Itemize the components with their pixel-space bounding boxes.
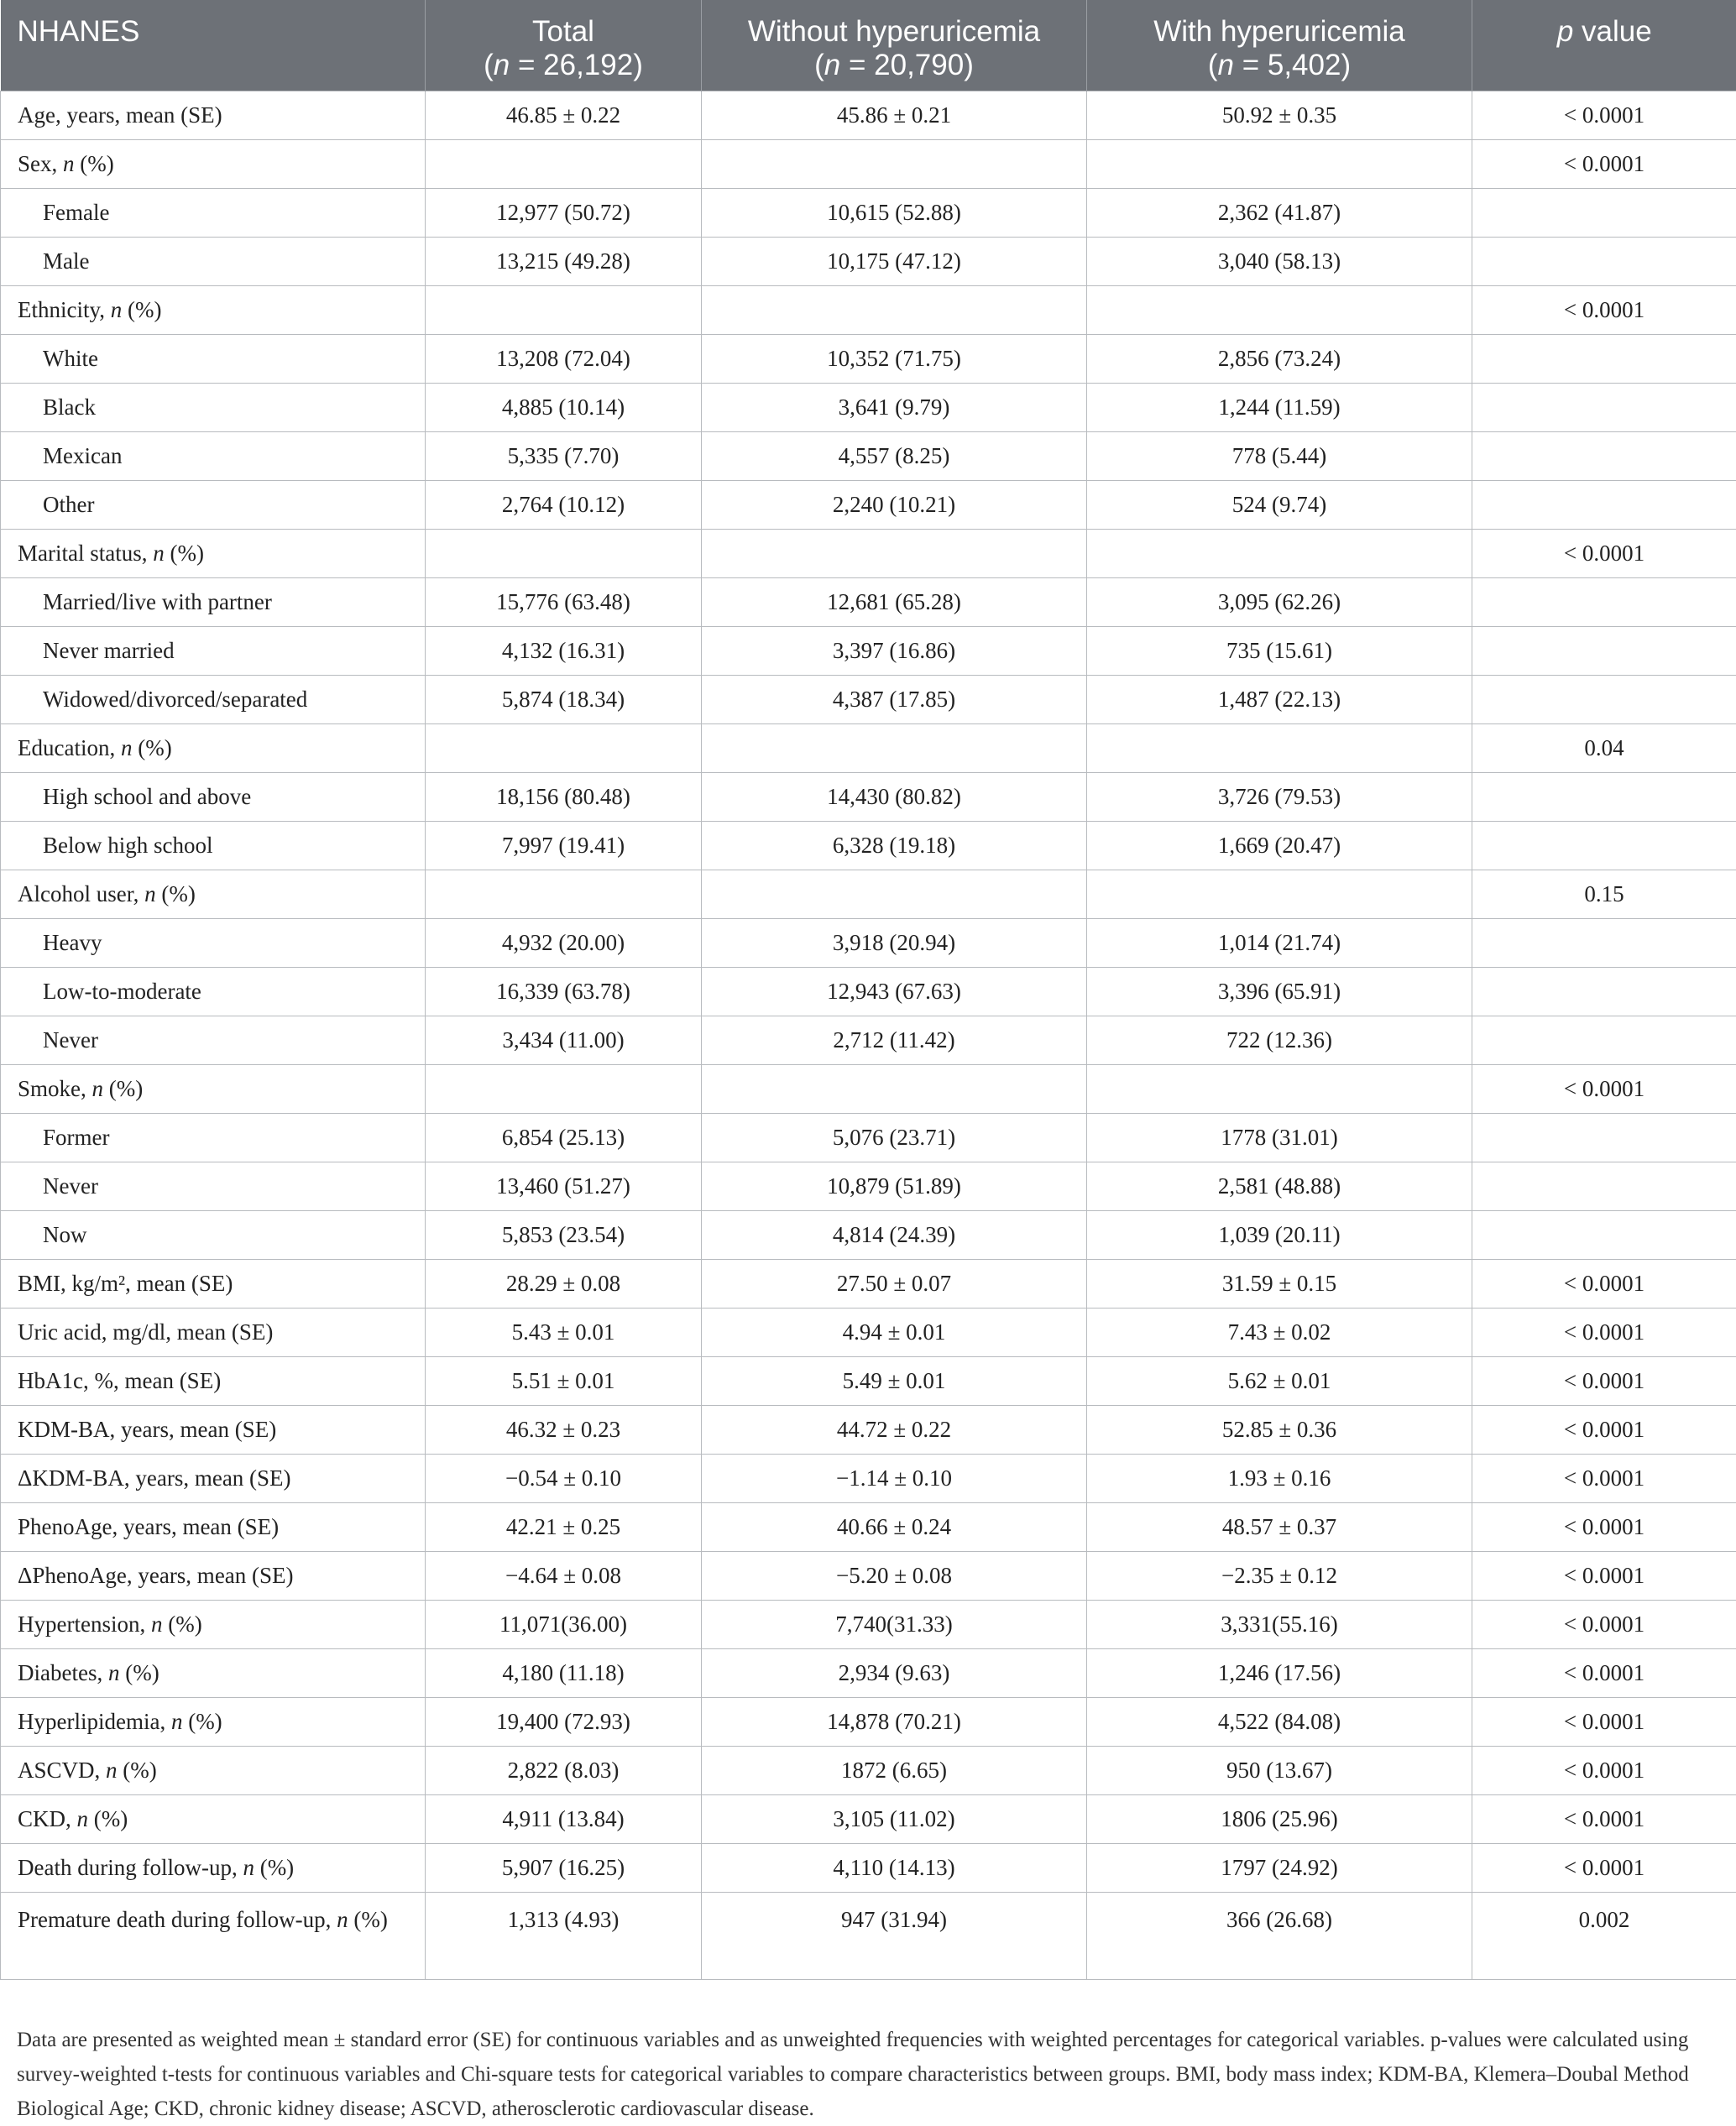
table-row — [1, 1893, 1736, 1980]
cell-without-hyperuricemia: 3,918 (20.94) — [702, 919, 1087, 968]
table-row — [1, 919, 1736, 968]
cell-without-hyperuricemia: 27.50 ± 0.07 — [702, 1260, 1087, 1309]
cell-with-hyperuricemia: 366 (26.68) — [1087, 1893, 1472, 1980]
row-label: Hyperlipidemia, n (%) — [1, 1698, 426, 1747]
cell-without-hyperuricemia — [702, 724, 1087, 773]
cell-without-hyperuricemia: −1.14 ± 0.10 — [702, 1455, 1087, 1503]
table-row — [1, 627, 1736, 676]
cell-total: 6,854 (25.13) — [426, 1114, 702, 1162]
cell-with-hyperuricemia: 950 (13.67) — [1087, 1747, 1472, 1795]
cell-p-value: < 0.0001 — [1472, 1601, 1736, 1649]
table-row — [1, 676, 1736, 724]
cell-p-value: < 0.0001 — [1472, 1503, 1736, 1552]
cell-p-value — [1472, 919, 1736, 968]
cell-without-hyperuricemia: 4.94 ± 0.01 — [702, 1309, 1087, 1357]
cell-total: 4,885 (10.14) — [426, 384, 702, 432]
row-label: BMI, kg/m², mean (SE) — [1, 1260, 426, 1309]
table-row — [1, 238, 1736, 286]
cell-total: 46.32 ± 0.23 — [426, 1406, 702, 1455]
cell-total — [426, 870, 702, 919]
cell-with-hyperuricemia: 1778 (31.01) — [1087, 1114, 1472, 1162]
table-row — [1, 1503, 1736, 1552]
table-row — [1, 1844, 1736, 1893]
table-row — [1, 1747, 1736, 1795]
cell-p-value: < 0.0001 — [1472, 1844, 1736, 1893]
row-label: PhenoAge, years, mean (SE) — [1, 1503, 426, 1552]
cell-without-hyperuricemia: 10,615 (52.88) — [702, 189, 1087, 238]
cell-total — [426, 1065, 702, 1114]
row-label: Alcohol user, n (%) — [1, 870, 426, 919]
cell-p-value: < 0.0001 — [1472, 1649, 1736, 1698]
cell-total: −4.64 ± 0.08 — [426, 1552, 702, 1601]
row-label: Other — [1, 481, 426, 530]
row-label: Premature death during follow-up, n (%) — [1, 1893, 426, 1980]
cell-p-value — [1472, 773, 1736, 822]
table-row — [1, 1211, 1736, 1260]
header-with-title: With hyperuricemia — [1153, 15, 1405, 48]
cell-without-hyperuricemia: 5,076 (23.71) — [702, 1114, 1087, 1162]
table-row — [1, 1601, 1736, 1649]
cell-without-hyperuricemia: 3,105 (11.02) — [702, 1795, 1087, 1844]
cell-with-hyperuricemia — [1087, 724, 1472, 773]
cell-without-hyperuricemia: 3,641 (9.79) — [702, 384, 1087, 432]
table-row — [1, 1649, 1736, 1698]
cell-with-hyperuricemia: 3,040 (58.13) — [1087, 238, 1472, 286]
cell-without-hyperuricemia: 7,740(31.33) — [702, 1601, 1087, 1649]
cell-without-hyperuricemia: 14,878 (70.21) — [702, 1698, 1087, 1747]
row-label: HbA1c, %, mean (SE) — [1, 1357, 426, 1406]
table-row — [1, 335, 1736, 384]
cell-without-hyperuricemia: 4,387 (17.85) — [702, 676, 1087, 724]
row-label: Never — [1, 1016, 426, 1065]
cell-total: 18,156 (80.48) — [426, 773, 702, 822]
row-label: High school and above — [1, 773, 426, 822]
cell-without-hyperuricemia: 10,175 (47.12) — [702, 238, 1087, 286]
table-row — [1, 578, 1736, 627]
table-row — [1, 968, 1736, 1016]
header-with-n: (n = 5,402) — [1094, 49, 1465, 82]
row-label: Heavy — [1, 919, 426, 968]
cell-without-hyperuricemia: 12,943 (67.63) — [702, 968, 1087, 1016]
cell-with-hyperuricemia: −2.35 ± 0.12 — [1087, 1552, 1472, 1601]
table-row — [1, 481, 1736, 530]
table-row — [1, 1260, 1736, 1309]
cell-with-hyperuricemia: 52.85 ± 0.36 — [1087, 1406, 1472, 1455]
cell-with-hyperuricemia: 2,856 (73.24) — [1087, 335, 1472, 384]
cell-with-hyperuricemia: 2,362 (41.87) — [1087, 189, 1472, 238]
cell-without-hyperuricemia: 40.66 ± 0.24 — [702, 1503, 1087, 1552]
cell-without-hyperuricemia: 4,557 (8.25) — [702, 432, 1087, 481]
row-label: CKD, n (%) — [1, 1795, 426, 1844]
cell-with-hyperuricemia: 50.92 ± 0.35 — [1087, 91, 1472, 140]
table-row — [1, 1406, 1736, 1455]
header-total — [426, 0, 702, 91]
cell-with-hyperuricemia: 1,246 (17.56) — [1087, 1649, 1472, 1698]
cell-with-hyperuricemia: 1,487 (22.13) — [1087, 676, 1472, 724]
table-row — [1, 1795, 1736, 1844]
cell-with-hyperuricemia: 3,726 (79.53) — [1087, 773, 1472, 822]
table-row — [1, 1698, 1736, 1747]
cell-without-hyperuricemia: 10,352 (71.75) — [702, 335, 1087, 384]
cell-total — [426, 530, 702, 578]
cell-with-hyperuricemia: 31.59 ± 0.15 — [1087, 1260, 1472, 1309]
cell-total: 28.29 ± 0.08 — [426, 1260, 702, 1309]
cell-p-value: < 0.0001 — [1472, 286, 1736, 335]
cell-p-value: < 0.0001 — [1472, 530, 1736, 578]
cell-with-hyperuricemia — [1087, 140, 1472, 189]
cell-total: 12,977 (50.72) — [426, 189, 702, 238]
cell-total: 2,764 (10.12) — [426, 481, 702, 530]
row-label: Former — [1, 1114, 426, 1162]
table-row — [1, 1357, 1736, 1406]
cell-p-value: < 0.0001 — [1472, 140, 1736, 189]
cell-p-value: < 0.0001 — [1472, 1795, 1736, 1844]
table-row — [1, 91, 1736, 140]
cell-without-hyperuricemia: 947 (31.94) — [702, 1893, 1087, 1980]
cell-p-value — [1472, 481, 1736, 530]
table-row — [1, 1065, 1736, 1114]
cell-with-hyperuricemia: 2,581 (48.88) — [1087, 1162, 1472, 1211]
cell-total: 5.51 ± 0.01 — [426, 1357, 702, 1406]
cell-total: 5.43 ± 0.01 — [426, 1309, 702, 1357]
row-label: Never married — [1, 627, 426, 676]
cell-p-value — [1472, 822, 1736, 870]
row-label: ASCVD, n (%) — [1, 1747, 426, 1795]
table-footnote: Data are presented as weighted mean ± standard error (SE) for continuous variables and as unweighted frequencies with weighted percentages for categorical variables. p-values were calculated using survey-weighted t-tests for continuous variables and Chi-square tests for categorical variables to compare characteristics between groups. BMI, body mass index; KDM-BA, Klemera–Doubal Method Biological Age; CKD, chronic kidney disease; ASCVD, atherosclerotic cardiovascular disease. — [17, 2023, 1721, 2126]
table-row — [1, 189, 1736, 238]
cell-p-value — [1472, 1016, 1736, 1065]
cell-with-hyperuricemia: 722 (12.36) — [1087, 1016, 1472, 1065]
table-row — [1, 530, 1736, 578]
cell-with-hyperuricemia — [1087, 870, 1472, 919]
cell-p-value — [1472, 384, 1736, 432]
cell-p-value: 0.04 — [1472, 724, 1736, 773]
cell-total: 4,932 (20.00) — [426, 919, 702, 968]
row-label: Hypertension, n (%) — [1, 1601, 426, 1649]
row-label: Now — [1, 1211, 426, 1260]
cell-total: 4,132 (16.31) — [426, 627, 702, 676]
cell-with-hyperuricemia: 5.62 ± 0.01 — [1087, 1357, 1472, 1406]
cell-p-value — [1472, 1114, 1736, 1162]
cell-with-hyperuricemia: 3,396 (65.91) — [1087, 968, 1472, 1016]
cell-p-value: < 0.0001 — [1472, 1309, 1736, 1357]
row-label: Married/live with partner — [1, 578, 426, 627]
cell-total: 16,339 (63.78) — [426, 968, 702, 1016]
cell-p-value: < 0.0001 — [1472, 1747, 1736, 1795]
cell-total: 42.21 ± 0.25 — [426, 1503, 702, 1552]
cell-total: 4,180 (11.18) — [426, 1649, 702, 1698]
cell-with-hyperuricemia: 735 (15.61) — [1087, 627, 1472, 676]
header-with-hyperuricemia — [1087, 0, 1472, 91]
table-row — [1, 1016, 1736, 1065]
row-label: White — [1, 335, 426, 384]
cell-p-value: < 0.0001 — [1472, 1260, 1736, 1309]
cell-with-hyperuricemia: 778 (5.44) — [1087, 432, 1472, 481]
cell-without-hyperuricemia — [702, 870, 1087, 919]
cell-without-hyperuricemia — [702, 286, 1087, 335]
cell-total: 4,911 (13.84) — [426, 1795, 702, 1844]
cell-total: 5,874 (18.34) — [426, 676, 702, 724]
cell-with-hyperuricemia: 1,014 (21.74) — [1087, 919, 1472, 968]
row-label: Diabetes, n (%) — [1, 1649, 426, 1698]
row-label: Mexican — [1, 432, 426, 481]
cell-total: 13,460 (51.27) — [426, 1162, 702, 1211]
cell-with-hyperuricemia: 1.93 ± 0.16 — [1087, 1455, 1472, 1503]
cell-p-value: < 0.0001 — [1472, 1455, 1736, 1503]
cell-without-hyperuricemia: 44.72 ± 0.22 — [702, 1406, 1087, 1455]
row-label: KDM-BA, years, mean (SE) — [1, 1406, 426, 1455]
cell-p-value — [1472, 238, 1736, 286]
table-row — [1, 822, 1736, 870]
cell-p-value — [1472, 1211, 1736, 1260]
cell-p-value: < 0.0001 — [1472, 1698, 1736, 1747]
cell-without-hyperuricemia: 1872 (6.65) — [702, 1747, 1087, 1795]
row-label: Age, years, mean (SE) — [1, 91, 426, 140]
row-label: Black — [1, 384, 426, 432]
cell-with-hyperuricemia: 1,669 (20.47) — [1087, 822, 1472, 870]
cell-p-value: 0.002 — [1472, 1893, 1736, 1980]
cell-without-hyperuricemia — [702, 530, 1087, 578]
cell-without-hyperuricemia: 45.86 ± 0.21 — [702, 91, 1087, 140]
cell-without-hyperuricemia: 14,430 (80.82) — [702, 773, 1087, 822]
cell-without-hyperuricemia: 10,879 (51.89) — [702, 1162, 1087, 1211]
cell-p-value — [1472, 335, 1736, 384]
cell-total: 11,071(36.00) — [426, 1601, 702, 1649]
row-label: ΔKDM-BA, years, mean (SE) — [1, 1455, 426, 1503]
cell-with-hyperuricemia: 1,039 (20.11) — [1087, 1211, 1472, 1260]
cell-total: 19,400 (72.93) — [426, 1698, 702, 1747]
cell-without-hyperuricemia: 12,681 (65.28) — [702, 578, 1087, 627]
cell-total — [426, 286, 702, 335]
table-row — [1, 286, 1736, 335]
row-label: Death during follow-up, n (%) — [1, 1844, 426, 1893]
header-nhanes: NHANES — [1, 0, 426, 91]
cell-with-hyperuricemia: 3,095 (62.26) — [1087, 578, 1472, 627]
cell-total — [426, 140, 702, 189]
cell-p-value — [1472, 676, 1736, 724]
header-total-n: (n = 26,192) — [432, 49, 694, 82]
cell-without-hyperuricemia: 4,814 (24.39) — [702, 1211, 1087, 1260]
table-row — [1, 724, 1736, 773]
cell-without-hyperuricemia: 4,110 (14.13) — [702, 1844, 1087, 1893]
cell-p-value: < 0.0001 — [1472, 1406, 1736, 1455]
table-body — [1, 91, 1736, 1980]
cell-total: 13,215 (49.28) — [426, 238, 702, 286]
header-without-hyperuricemia — [702, 0, 1087, 91]
row-label: Below high school — [1, 822, 426, 870]
cell-p-value: 0.15 — [1472, 870, 1736, 919]
cell-with-hyperuricemia — [1087, 530, 1472, 578]
cell-total — [426, 724, 702, 773]
table-row — [1, 773, 1736, 822]
row-label: Never — [1, 1162, 426, 1211]
cell-with-hyperuricemia — [1087, 286, 1472, 335]
cell-with-hyperuricemia: 3,331(55.16) — [1087, 1601, 1472, 1649]
cell-p-value — [1472, 968, 1736, 1016]
cell-without-hyperuricemia: 3,397 (16.86) — [702, 627, 1087, 676]
cell-p-value: < 0.0001 — [1472, 1552, 1736, 1601]
row-label: Education, n (%) — [1, 724, 426, 773]
cell-total: 13,208 (72.04) — [426, 335, 702, 384]
table-row — [1, 384, 1736, 432]
cell-without-hyperuricemia: 2,934 (9.63) — [702, 1649, 1087, 1698]
cell-total: 46.85 ± 0.22 — [426, 91, 702, 140]
cell-p-value — [1472, 189, 1736, 238]
row-label: ΔPhenoAge, years, mean (SE) — [1, 1552, 426, 1601]
row-label: Marital status, n (%) — [1, 530, 426, 578]
cell-p-value: < 0.0001 — [1472, 91, 1736, 140]
header-without-title: Without hyperuricemia — [748, 15, 1040, 48]
table-row — [1, 432, 1736, 481]
cell-total: 3,434 (11.00) — [426, 1016, 702, 1065]
table-row — [1, 1114, 1736, 1162]
cell-with-hyperuricemia — [1087, 1065, 1472, 1114]
cell-p-value: < 0.0001 — [1472, 1065, 1736, 1114]
cell-total: −0.54 ± 0.10 — [426, 1455, 702, 1503]
cell-with-hyperuricemia: 524 (9.74) — [1087, 481, 1472, 530]
table-row — [1, 1455, 1736, 1503]
cell-with-hyperuricemia: 1806 (25.96) — [1087, 1795, 1472, 1844]
cell-total: 5,335 (7.70) — [426, 432, 702, 481]
row-label: Smoke, n (%) — [1, 1065, 426, 1114]
cell-p-value — [1472, 627, 1736, 676]
table-row — [1, 1162, 1736, 1211]
table-row — [1, 1309, 1736, 1357]
cell-with-hyperuricemia: 4,522 (84.08) — [1087, 1698, 1472, 1747]
cell-without-hyperuricemia: 2,712 (11.42) — [702, 1016, 1087, 1065]
cell-total: 2,822 (8.03) — [426, 1747, 702, 1795]
cell-total: 7,997 (19.41) — [426, 822, 702, 870]
row-label: Male — [1, 238, 426, 286]
cell-total: 15,776 (63.48) — [426, 578, 702, 627]
header-without-n: (n = 20,790) — [709, 49, 1080, 82]
row-label: Low-to-moderate — [1, 968, 426, 1016]
row-label: Sex, n (%) — [1, 140, 426, 189]
table-row — [1, 870, 1736, 919]
cell-with-hyperuricemia: 7.43 ± 0.02 — [1087, 1309, 1472, 1357]
cell-without-hyperuricemia: 6,328 (19.18) — [702, 822, 1087, 870]
cell-with-hyperuricemia: 1,244 (11.59) — [1087, 384, 1472, 432]
cell-p-value — [1472, 1162, 1736, 1211]
cell-p-value — [1472, 432, 1736, 481]
cell-total: 1,313 (4.93) — [426, 1893, 702, 1980]
cell-without-hyperuricemia: 5.49 ± 0.01 — [702, 1357, 1087, 1406]
cell-with-hyperuricemia: 1797 (24.92) — [1087, 1844, 1472, 1893]
row-label: Female — [1, 189, 426, 238]
cell-total: 5,853 (23.54) — [426, 1211, 702, 1260]
cell-p-value — [1472, 578, 1736, 627]
cell-without-hyperuricemia: −5.20 ± 0.08 — [702, 1552, 1087, 1601]
header-total-title: Total — [532, 15, 594, 48]
cell-p-value: < 0.0001 — [1472, 1357, 1736, 1406]
table-row — [1, 140, 1736, 189]
header-row — [1, 0, 1736, 91]
cell-without-hyperuricemia — [702, 1065, 1087, 1114]
row-label: Ethnicity, n (%) — [1, 286, 426, 335]
row-label: Widowed/divorced/separated — [1, 676, 426, 724]
table-row — [1, 1552, 1736, 1601]
cell-without-hyperuricemia: 2,240 (10.21) — [702, 481, 1087, 530]
row-label: Uric acid, mg/dl, mean (SE) — [1, 1309, 426, 1357]
cell-without-hyperuricemia — [702, 140, 1087, 189]
cell-with-hyperuricemia: 48.57 ± 0.37 — [1087, 1503, 1472, 1552]
cell-total: 5,907 (16.25) — [426, 1844, 702, 1893]
header-p-value: p value — [1472, 0, 1736, 91]
